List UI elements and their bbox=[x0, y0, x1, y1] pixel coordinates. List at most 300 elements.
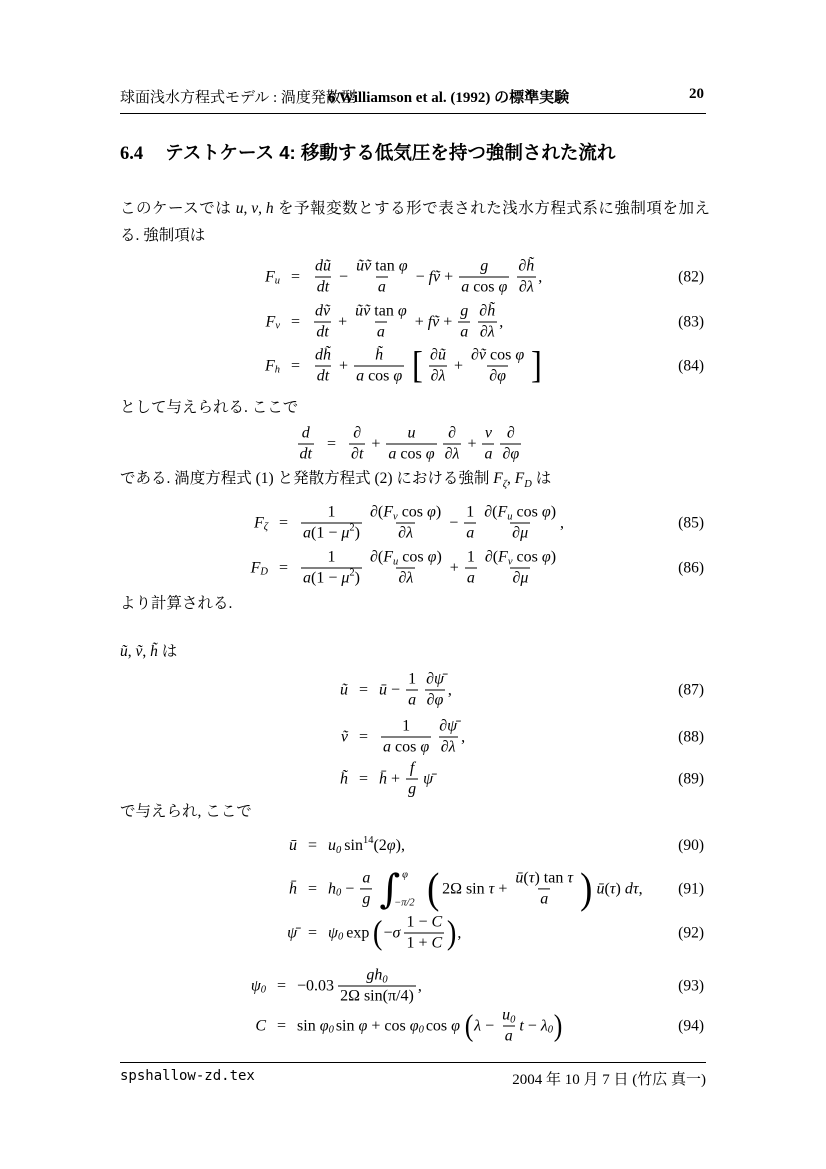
math-var: φ bbox=[498, 278, 508, 296]
eq-lhs bbox=[120, 977, 266, 995]
upper-limit: φ bbox=[402, 869, 408, 881]
paragraph-tilde-vars bbox=[120, 639, 710, 666]
numerator bbox=[505, 425, 517, 444]
fraction bbox=[386, 425, 436, 464]
math-text: + bbox=[449, 357, 467, 374]
math-var: dτ bbox=[624, 879, 639, 897]
math-var: dṽ bbox=[315, 302, 331, 320]
math-var: ∂h̃ bbox=[479, 302, 496, 320]
big-bracket: ) bbox=[580, 865, 593, 913]
math-var: φ bbox=[541, 548, 551, 566]
math-var: g bbox=[408, 780, 417, 798]
math-text: 1 − bbox=[406, 913, 432, 931]
math-var: fṽ bbox=[428, 268, 441, 285]
denominator bbox=[314, 322, 330, 342]
math-subscript: v bbox=[275, 320, 280, 332]
math-text: (1 − bbox=[311, 524, 342, 542]
math-var: φ bbox=[398, 257, 408, 275]
fraction bbox=[298, 425, 314, 464]
math-var: μ bbox=[341, 524, 350, 542]
math-text: − bbox=[341, 879, 359, 897]
fraction bbox=[437, 718, 459, 757]
fraction bbox=[301, 504, 362, 543]
math-var: F bbox=[498, 548, 508, 566]
eq-rhs bbox=[297, 1007, 563, 1046]
equation-88 bbox=[120, 718, 706, 757]
math-var: u bbox=[328, 837, 337, 854]
fraction bbox=[424, 671, 446, 710]
eq-rel: = bbox=[359, 770, 369, 787]
numerator bbox=[353, 303, 409, 322]
eq-lhs bbox=[120, 268, 280, 286]
equation-number: (86) bbox=[678, 559, 704, 576]
math-text: , bbox=[538, 268, 543, 285]
fraction bbox=[458, 303, 470, 342]
math-var: u bbox=[502, 1006, 511, 1024]
integral bbox=[379, 865, 420, 912]
equation-83 bbox=[120, 303, 706, 342]
numerator bbox=[326, 549, 338, 568]
math-var: a bbox=[377, 278, 386, 296]
math-text: tan bbox=[371, 257, 399, 275]
equation-number: (89) bbox=[678, 770, 704, 787]
denominator bbox=[465, 568, 477, 588]
denominator bbox=[510, 523, 530, 543]
math-var: μ bbox=[341, 569, 350, 587]
math-var: F bbox=[497, 503, 508, 521]
eq-lhs bbox=[120, 728, 348, 746]
math-text: 1 bbox=[408, 670, 417, 688]
numerator bbox=[428, 347, 448, 366]
math-subscript: v bbox=[393, 511, 398, 522]
eq-lhs bbox=[120, 1017, 266, 1035]
equation-number: (85) bbox=[678, 514, 704, 531]
math-var: ũṽ bbox=[355, 302, 371, 320]
math-var: a bbox=[540, 890, 549, 908]
math-var: a bbox=[356, 367, 365, 385]
numerator bbox=[313, 258, 333, 277]
math-text: + bbox=[410, 313, 428, 330]
math-var: F bbox=[253, 514, 264, 531]
math-var: C bbox=[431, 934, 443, 952]
denominator bbox=[338, 986, 416, 1006]
math-var: a bbox=[376, 323, 385, 341]
numerator bbox=[354, 258, 410, 277]
eq-rhs bbox=[328, 834, 405, 856]
eq-rhs bbox=[299, 549, 560, 588]
fraction bbox=[428, 347, 448, 386]
equation-ddt bbox=[120, 425, 706, 464]
math-var: fṽ bbox=[427, 313, 440, 330]
equation-number: (91) bbox=[678, 879, 704, 897]
math-var: v bbox=[251, 200, 259, 217]
math-text: − bbox=[383, 924, 393, 941]
math-var: ∂ bbox=[506, 424, 515, 442]
math-text: , bbox=[461, 728, 466, 745]
math-var: dt bbox=[316, 278, 330, 296]
denominator bbox=[464, 523, 476, 543]
denominator bbox=[510, 568, 530, 588]
denominator bbox=[360, 888, 372, 908]
equation-92 bbox=[120, 914, 706, 953]
math-superscript: 2 bbox=[349, 522, 355, 533]
eq-lhs bbox=[120, 880, 297, 898]
math-subscript: u bbox=[274, 275, 280, 287]
eq-lhs bbox=[120, 425, 316, 464]
eq-lhs bbox=[120, 924, 297, 942]
math-var: ū bbox=[379, 681, 388, 698]
math-var: ṽ bbox=[135, 643, 143, 660]
denominator bbox=[354, 366, 404, 386]
fraction bbox=[349, 425, 365, 464]
math-var: ∂ψ̄ bbox=[426, 670, 444, 688]
math-var: f bbox=[409, 759, 415, 777]
math-var: ∂ bbox=[370, 503, 378, 521]
text: として与えられる. ここで bbox=[120, 399, 299, 416]
eq-rhs bbox=[379, 671, 452, 710]
section-heading bbox=[120, 139, 720, 165]
eq-rel: = bbox=[279, 559, 289, 576]
math-var: h bbox=[328, 879, 337, 897]
math-var: C bbox=[431, 913, 443, 931]
math-text: cos bbox=[396, 445, 426, 463]
eq-rel: = bbox=[327, 435, 337, 452]
denominator bbox=[396, 568, 415, 588]
fraction bbox=[381, 718, 431, 757]
denominator bbox=[459, 277, 509, 297]
big-bracket: ( bbox=[373, 914, 383, 952]
numerator bbox=[482, 504, 558, 523]
math-text: + bbox=[494, 879, 512, 897]
math-text: ( bbox=[523, 869, 529, 887]
header-left-title: 球面浅水方程式モデル : 渦度発散型 bbox=[120, 90, 356, 106]
math-var: τ bbox=[488, 879, 495, 897]
math-var: φ bbox=[427, 548, 437, 566]
fraction bbox=[313, 303, 332, 342]
math-text: ) bbox=[435, 503, 442, 521]
math-subscript: 0 bbox=[328, 1024, 334, 1036]
math-var: ∂ bbox=[484, 548, 493, 566]
math-text: ) bbox=[550, 503, 557, 521]
integral-sign: ∫ bbox=[379, 865, 401, 912]
math-subscript: h bbox=[274, 364, 280, 376]
math-subscript: ζ bbox=[502, 479, 508, 490]
math-var: φ bbox=[425, 445, 435, 463]
header-running-section: 6 Williamson et al. (1992) の標準実験 bbox=[328, 90, 570, 106]
paragraph-vorticity bbox=[120, 466, 710, 493]
math-var: F bbox=[264, 268, 275, 285]
math-var: ∂ bbox=[448, 424, 456, 442]
math-subscript: 0 bbox=[510, 1014, 516, 1025]
fraction bbox=[513, 869, 575, 908]
denominator bbox=[315, 277, 331, 297]
equation-number: (87) bbox=[678, 681, 704, 698]
math-var: ψ̄ bbox=[423, 770, 433, 787]
equation-84 bbox=[120, 344, 706, 387]
math-text: 2Ω sin(π/4) bbox=[340, 987, 414, 1005]
denominator bbox=[439, 737, 458, 757]
math-var: ∂λ bbox=[444, 445, 460, 463]
math-var: ∂λ bbox=[518, 278, 534, 296]
math-subscript: 0 bbox=[336, 887, 342, 899]
eq-rel: = bbox=[308, 924, 318, 941]
denominator bbox=[458, 322, 470, 342]
math-subscript: 0 bbox=[337, 931, 344, 943]
math-var: ∂λ bbox=[440, 738, 456, 756]
math-text: ( bbox=[604, 879, 610, 897]
math-var: ū bbox=[289, 837, 297, 854]
eq-rhs bbox=[297, 967, 422, 1006]
numerator bbox=[406, 671, 418, 690]
math-text: + bbox=[387, 770, 405, 787]
math-var: φ bbox=[420, 738, 430, 756]
text: を予報変数とする形で表された浅水方程式系に強制項を加える. 強制項は bbox=[120, 200, 710, 244]
math-text: , bbox=[127, 643, 136, 660]
eq-rel: = bbox=[308, 837, 318, 854]
math-text: − bbox=[523, 1017, 541, 1034]
math-subscript: 0 bbox=[382, 974, 388, 985]
paragraph-intro bbox=[120, 196, 710, 249]
math-var: h̄ bbox=[289, 879, 297, 897]
paragraph-where bbox=[120, 799, 710, 826]
math-var: h̃ bbox=[375, 346, 384, 364]
math-text: , bbox=[258, 200, 266, 217]
math-var: a bbox=[461, 278, 470, 296]
math-var: φ bbox=[541, 503, 551, 521]
math-var: ∂t bbox=[351, 445, 364, 463]
fraction bbox=[354, 347, 404, 386]
fraction bbox=[477, 303, 497, 342]
math-text: 1 bbox=[327, 503, 336, 521]
math-text: − bbox=[335, 268, 353, 285]
math-text: , bbox=[507, 470, 515, 487]
math-var: g bbox=[460, 302, 469, 320]
denominator bbox=[375, 322, 387, 342]
equation-number: (92) bbox=[678, 924, 704, 941]
math-text: cos bbox=[512, 503, 542, 521]
footer-rule bbox=[120, 1062, 706, 1063]
text: より計算される. bbox=[120, 595, 233, 612]
equation-85 bbox=[120, 504, 706, 543]
eq-lhs bbox=[120, 357, 280, 375]
math-var: F bbox=[383, 503, 394, 521]
math-var: ∂λ bbox=[398, 569, 414, 587]
denominator bbox=[298, 444, 314, 464]
eq-rel: = bbox=[359, 728, 369, 745]
page-number: 20 bbox=[689, 86, 704, 102]
eq-rhs bbox=[328, 914, 461, 953]
footer-date-author: 2004 年 10 月 7 日 (竹広 真一) bbox=[512, 1072, 706, 1088]
math-var: ∂μ bbox=[512, 524, 529, 542]
fraction bbox=[500, 1007, 517, 1046]
numerator bbox=[326, 504, 338, 523]
equation-90 bbox=[120, 834, 706, 856]
math-var: a bbox=[362, 869, 371, 887]
math-text: + bbox=[463, 435, 481, 452]
equation-89 bbox=[120, 760, 706, 799]
equation-87 bbox=[120, 671, 706, 710]
eq-rel: = bbox=[291, 268, 301, 285]
math-text: 1 + bbox=[406, 934, 432, 952]
denominator bbox=[315, 366, 331, 386]
numerator bbox=[469, 347, 526, 366]
math-subscript: u bbox=[507, 511, 513, 522]
text: は bbox=[531, 470, 552, 487]
eq-rhs bbox=[311, 344, 543, 387]
numerator bbox=[464, 504, 476, 523]
fraction bbox=[483, 549, 558, 588]
math-var: ∂φ bbox=[426, 691, 444, 709]
math-var: gh bbox=[366, 966, 383, 984]
numerator bbox=[368, 504, 443, 523]
math-text: exp bbox=[346, 924, 370, 941]
fraction bbox=[313, 347, 333, 386]
numerator bbox=[458, 303, 470, 322]
numerator bbox=[300, 425, 312, 444]
eq-rel: = bbox=[291, 313, 301, 330]
math-text: 1 bbox=[466, 548, 475, 566]
denominator bbox=[349, 444, 365, 464]
math-var: a bbox=[466, 569, 475, 587]
math-var: ∂ψ̄ bbox=[439, 717, 458, 735]
math-text: tan bbox=[370, 302, 398, 320]
math-text: , bbox=[417, 977, 422, 994]
math-var: ∂h̃ bbox=[518, 257, 535, 275]
math-text: − bbox=[481, 1017, 499, 1034]
equation-93 bbox=[120, 967, 706, 1006]
equation-number: (88) bbox=[678, 728, 704, 745]
inline-math-forcings bbox=[493, 466, 532, 493]
footer-filename: spshallow-zd.tex bbox=[120, 1068, 255, 1084]
fraction bbox=[516, 258, 536, 297]
math-var: ũ bbox=[340, 681, 348, 698]
math-var: ũ bbox=[120, 643, 128, 660]
eq-rel: = bbox=[277, 977, 287, 994]
denominator bbox=[406, 779, 418, 799]
fraction bbox=[338, 967, 416, 1006]
math-var: h̃ bbox=[340, 770, 348, 787]
equation-94 bbox=[120, 1007, 706, 1046]
numerator bbox=[516, 258, 536, 277]
math-text: + bbox=[440, 268, 458, 285]
denominator bbox=[301, 523, 362, 543]
math-text: ) bbox=[550, 548, 557, 566]
numerator bbox=[368, 549, 444, 568]
section-title: テストケース 4: 移動する低気圧を持つ強制された流れ bbox=[165, 142, 616, 163]
fraction bbox=[368, 504, 443, 543]
math-var: a bbox=[303, 569, 312, 587]
eq-lhs bbox=[120, 681, 348, 699]
math-text: ) bbox=[615, 879, 625, 897]
text: は bbox=[157, 643, 178, 660]
eq-rhs bbox=[379, 718, 465, 757]
big-bracket: ( bbox=[426, 865, 439, 913]
numerator bbox=[406, 425, 418, 444]
page-footer bbox=[120, 1068, 706, 1089]
math-superscript: 14 bbox=[362, 834, 374, 846]
paragraph-computed bbox=[120, 591, 710, 618]
eq-rel: = bbox=[277, 1017, 287, 1034]
math-var: h̃ bbox=[150, 643, 158, 660]
math-text: cos bbox=[469, 278, 499, 296]
denominator bbox=[503, 1026, 515, 1046]
math-subscript: u bbox=[393, 556, 399, 567]
eq-lhs bbox=[120, 313, 280, 331]
numerator bbox=[360, 869, 372, 888]
denominator bbox=[517, 277, 536, 297]
equation-number: (93) bbox=[678, 977, 704, 994]
math-text: cos bbox=[397, 503, 428, 521]
math-var: a bbox=[484, 445, 493, 463]
math-text: + bbox=[439, 313, 457, 330]
page-header bbox=[120, 86, 706, 110]
inline-math-tilde-vars bbox=[120, 639, 158, 666]
math-text: cos bbox=[391, 738, 421, 756]
denominator bbox=[406, 690, 418, 710]
math-var: φ bbox=[393, 367, 403, 385]
eq-rhs bbox=[328, 865, 643, 913]
numerator bbox=[313, 303, 332, 322]
math-var: t bbox=[519, 1017, 524, 1034]
math-var: ∂λ bbox=[430, 367, 446, 385]
math-text: , bbox=[457, 924, 462, 941]
math-var: g bbox=[362, 890, 371, 908]
equation-91 bbox=[120, 865, 706, 913]
eq-rel: = bbox=[308, 879, 318, 897]
fraction bbox=[443, 425, 462, 464]
math-subscript: ζ bbox=[263, 521, 268, 533]
denominator bbox=[381, 737, 431, 757]
math-var: a bbox=[408, 691, 417, 709]
integral-limits bbox=[394, 869, 421, 908]
math-text: ) bbox=[436, 548, 442, 566]
denominator bbox=[396, 523, 415, 543]
math-var: a bbox=[466, 524, 475, 542]
paragraph-given-by bbox=[120, 395, 710, 422]
math-subscript: 0 bbox=[336, 844, 342, 856]
section-number: 6.4 bbox=[120, 144, 144, 164]
inline-math-uvh bbox=[236, 196, 274, 223]
math-var: φ bbox=[409, 1017, 419, 1034]
math-var: τ bbox=[528, 869, 535, 887]
math-var: dt bbox=[316, 323, 329, 341]
math-var: ū bbox=[515, 869, 524, 887]
fraction bbox=[353, 303, 409, 342]
lower-limit: −π/2 bbox=[394, 896, 415, 908]
math-var: φ bbox=[386, 837, 396, 854]
equation-number: (84) bbox=[678, 357, 704, 374]
math-var: φ bbox=[397, 302, 407, 320]
equation-number: (82) bbox=[678, 268, 704, 285]
math-var: ∂λ bbox=[398, 524, 414, 542]
math-var: dt bbox=[316, 367, 330, 385]
equation-number: (83) bbox=[678, 313, 704, 330]
math-var: a bbox=[303, 524, 312, 542]
math-var: F bbox=[493, 470, 503, 487]
math-text: + bbox=[335, 357, 353, 374]
math-text: cos bbox=[398, 548, 428, 566]
fraction bbox=[368, 549, 444, 588]
math-var: F bbox=[264, 357, 275, 374]
fraction bbox=[482, 425, 494, 464]
math-text: ( bbox=[492, 548, 499, 566]
math-text: cos bbox=[364, 367, 394, 385]
fraction bbox=[465, 549, 477, 588]
math-var: ∂λ bbox=[479, 323, 495, 341]
text: である. 渦度方程式 (1) と発散方程式 (2) における強制 bbox=[120, 470, 494, 487]
math-superscript: 2 bbox=[349, 567, 355, 578]
math-text: ( bbox=[377, 548, 384, 566]
